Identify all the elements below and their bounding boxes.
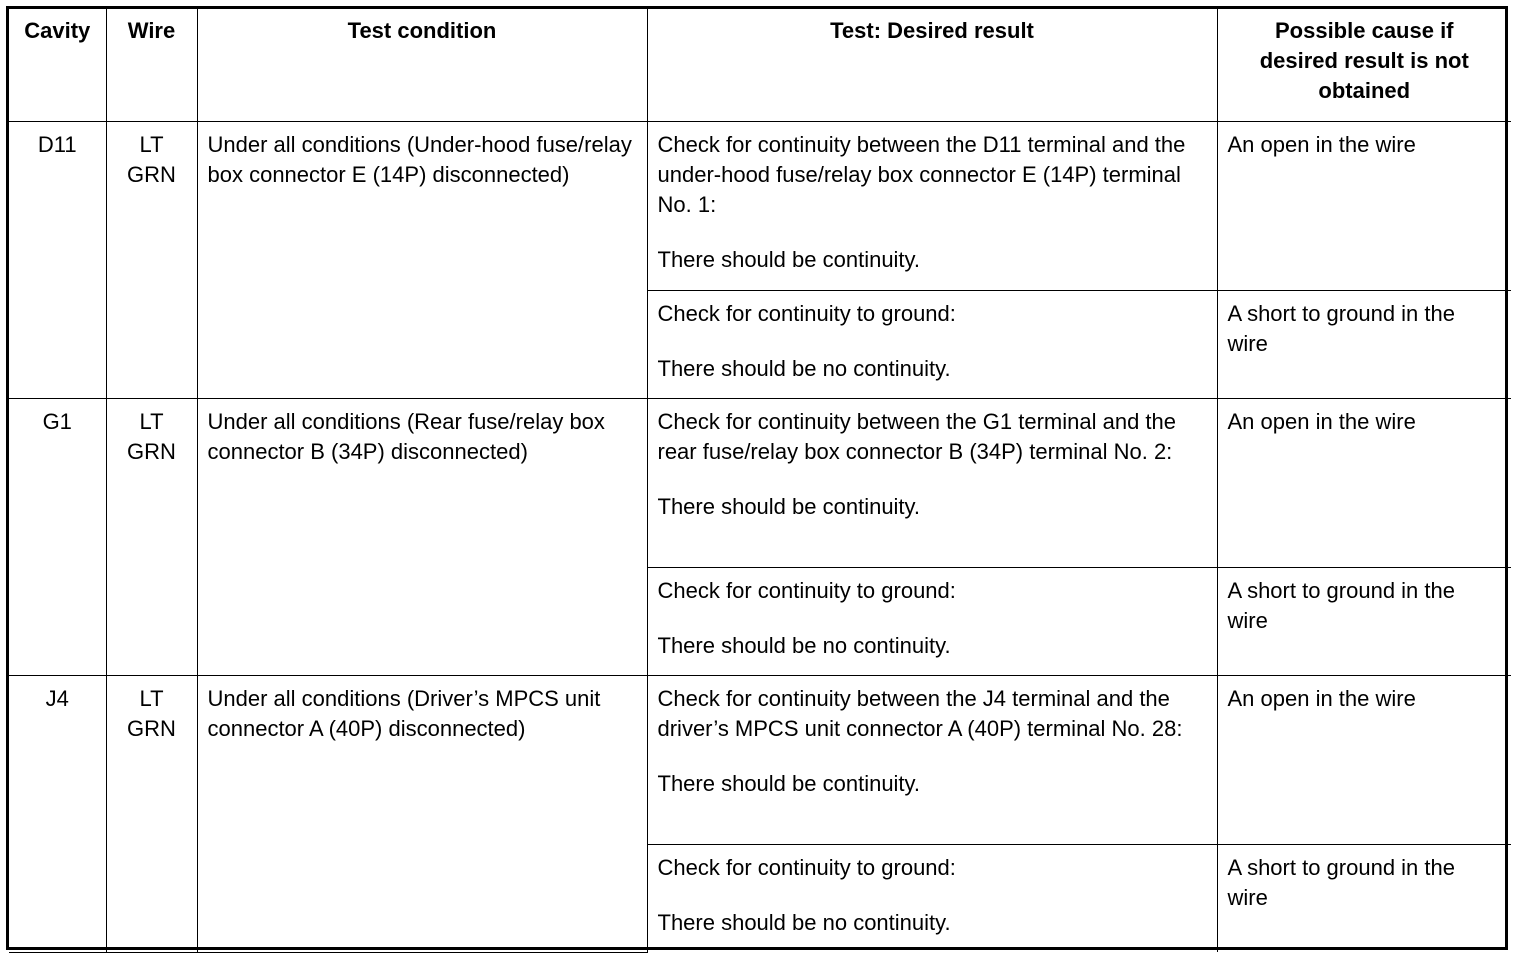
table-row: [9, 121, 1511, 290]
test-condition-cell: Under all conditions (Under-hood fuse/relay box connector E (14P) disconnected): [197, 121, 647, 398]
possible-cause-cell: An open in the wire: [1217, 121, 1511, 290]
wire-cell: [106, 121, 197, 398]
possible-cause-cell: A short to ground in the wire: [1217, 844, 1511, 952]
check-instruction: Check for continuity to ground:: [657, 300, 956, 326]
check-instruction: Check for continuity to ground:: [657, 577, 956, 603]
test-condition-cell: Under all conditions (Rear fuse/relay box connector B (34P) disconnected): [197, 398, 647, 675]
expected-result: There should be no continuity.: [657, 909, 951, 935]
wire-color-line2: GRN: [127, 438, 176, 464]
desired-result-cell: [647, 675, 1217, 844]
header-cavity: Cavity: [9, 9, 106, 121]
table-row: [9, 675, 1511, 844]
desired-result-cell: [647, 398, 1217, 567]
possible-cause-cell: A short to ground in the wire: [1217, 567, 1511, 675]
wire-color-line2: GRN: [127, 715, 176, 741]
cavity-cell: G1: [9, 398, 106, 675]
possible-cause-cell: A short to ground in the wire: [1217, 290, 1511, 398]
desired-result-cell: [647, 290, 1217, 398]
expected-result: There should be no continuity.: [657, 632, 951, 658]
wire-cell: [106, 398, 197, 675]
expected-result: There should be continuity.: [657, 770, 921, 796]
header-desired-result: Test: Desired result: [647, 9, 1217, 121]
wire-color-line2: GRN: [127, 161, 176, 187]
desired-result-cell: [647, 844, 1217, 952]
header-possible-cause: Possible cause if desired result is not obtained: [1217, 9, 1511, 121]
possible-cause-cell: An open in the wire: [1217, 398, 1511, 567]
expected-result: There should be continuity.: [657, 246, 921, 272]
wire-color-line1: LT: [139, 408, 164, 434]
desired-result-cell: [647, 567, 1217, 675]
cavity-cell: D11: [9, 121, 106, 398]
wire-cell: [106, 675, 197, 952]
diagnostic-table: [9, 9, 1511, 953]
check-instruction: Check for continuity between the G1 terminal and the rear fuse/relay box connector B (34P) terminal No. 2:: [657, 408, 1177, 464]
check-instruction: Check for continuity to ground:: [657, 854, 956, 880]
cavity-cell: J4: [9, 675, 106, 952]
test-condition-cell: Under all conditions (Driver’s MPCS unit connector A (40P) disconnected): [197, 675, 647, 952]
wire-color-line1: LT: [139, 685, 164, 711]
desired-result-cell: [647, 121, 1217, 290]
table-row: [9, 398, 1511, 567]
check-instruction: Check for continuity between the J4 terminal and the driver’s MPCS unit connector A (40P) terminal No. 28:: [657, 685, 1183, 741]
header-wire: Wire: [106, 9, 197, 121]
expected-result: There should be continuity.: [657, 493, 921, 519]
diagnostic-table-frame: [6, 6, 1508, 950]
header-row: [9, 9, 1511, 121]
check-instruction: Check for continuity between the D11 terminal and the under-hood fuse/relay box connector E (14P) terminal No. 1:: [657, 131, 1186, 217]
header-test-condition: Test condition: [197, 9, 647, 121]
expected-result: There should be no continuity.: [657, 355, 951, 381]
possible-cause-cell: An open in the wire: [1217, 675, 1511, 844]
wire-color-line1: LT: [139, 131, 164, 157]
